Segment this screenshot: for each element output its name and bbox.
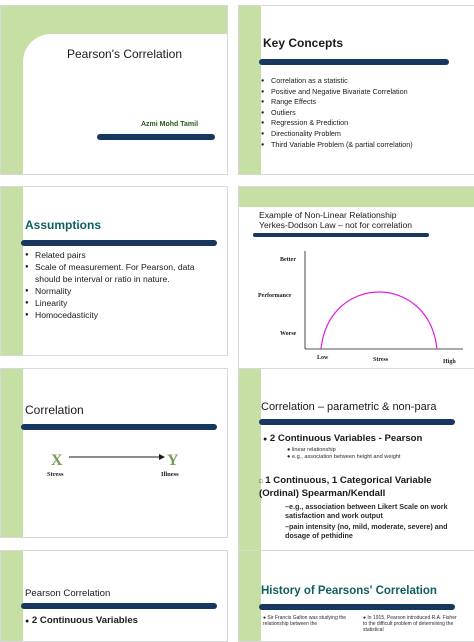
slide-assumptions[interactable] (0, 186, 228, 356)
slide-correlation[interactable] (0, 368, 228, 538)
bullet-dot: ● (25, 618, 30, 625)
history-column-left: ● Sir Francis Galton was studying the relationship between the (263, 615, 347, 627)
slide-heading-line1: Example of Non-Linear Relationship (259, 210, 397, 220)
slide-nonlinear-example[interactable] (238, 186, 474, 370)
key-concepts-list (261, 76, 467, 150)
pearson-bullet (25, 615, 138, 626)
history-column-right: ● In 1915, Pearson introduced R.A. Fisher to the difficult problem of determining the statistical (363, 615, 457, 633)
x-label-low: Low (317, 355, 329, 361)
x-variable-letter: X (51, 452, 63, 469)
x-label-high: High (443, 359, 456, 365)
slide-heading: History of Pearsons' Correlation (261, 585, 437, 597)
slide-heading-line2: Yerkes-Dodson Law – not for correlation (259, 220, 413, 230)
list-item: ● Regression & Prediction (261, 118, 467, 129)
slide-title-heading: Pearson's Correlation (67, 47, 183, 61)
x-label-stress: Stress (373, 357, 389, 363)
pearson-heading-text: 2 Continuous Variables - Pearson (269, 433, 423, 444)
list-item: ● Third Variable Problem (& partial correlation) (261, 140, 467, 151)
heading-divider (21, 424, 217, 430)
inverted-u-curve (321, 292, 437, 349)
pearson-heading (263, 433, 422, 444)
bullet-box: □ (259, 479, 263, 485)
title-divider (97, 134, 215, 140)
pearson-bullet-text: 2 Continuous Variables (31, 615, 138, 626)
list-item: ● Correlation as a statistic (261, 76, 467, 87)
slide-history[interactable] (238, 550, 474, 642)
heading-divider (259, 604, 455, 610)
list-item: ● Normality (25, 285, 221, 297)
stress-illness-diagram (1, 441, 227, 501)
list-item: ● Related pairs (25, 249, 221, 261)
list-item: ● Outliers (261, 108, 467, 119)
assumptions-list (25, 249, 221, 321)
history-column-left-text: Sir Francis Galton was studying the relationship between the (263, 615, 347, 627)
y-label-performance: Performance (258, 293, 292, 299)
author-name: Azmi Mohd Tamil (141, 121, 199, 128)
arrow-head (159, 454, 165, 460)
history-column-right-text: In 1915, Pearson introduced R.A. Fisher to the difficult problem of determining the statistical (363, 615, 457, 633)
y-variable-letter: Y (167, 452, 179, 469)
slide-title[interactable] (0, 5, 228, 175)
list-item: ● Linearity (25, 297, 221, 309)
spearman-heading (259, 475, 473, 500)
slide-heading: Correlation (25, 403, 84, 417)
list-item: ● Range Effects (261, 97, 467, 108)
bullet-dot: ● (263, 436, 268, 443)
y-variable-label: Illness (161, 471, 179, 478)
slide-key-concepts[interactable] (238, 5, 474, 175)
yerkes-dodson-graph (239, 233, 474, 369)
heading-divider (259, 59, 449, 65)
slide-pearson-correlation[interactable] (0, 550, 228, 642)
slide-heading: Pearson Correlation (25, 588, 111, 599)
sub-item: ● e.g., association between height and weight (287, 454, 401, 460)
heading-divider (21, 240, 217, 246)
slide-heading: Correlation – parametric & non-para (261, 401, 437, 413)
spearman-heading-text: 1 Continuous, 1 Categorical Variable (Ordinal) Spearman/Kendall (259, 475, 432, 499)
heading-divider (259, 419, 455, 425)
x-variable-label: Stress (47, 471, 64, 478)
sub-item: ● linear relationship (287, 447, 336, 453)
list-item: ● Scale of measurement. For Pearson, data should be interval or ratio in nature. (25, 261, 221, 285)
y-label-worse: Worse (280, 331, 297, 337)
example-likert: –e.g., association between Likert Scale on work satisfaction and work output (285, 502, 448, 520)
example-pain: –pain intensity (no, mild, moderate, severe) and dosage of pethidine (285, 522, 448, 540)
sub-item-text: e.g., association between height and weight (291, 454, 401, 460)
slide-heading: Assumptions (25, 218, 102, 232)
list-item: ● Positive and Negative Bivariate Correlation (261, 87, 467, 98)
sub-item-text: linear relationship (291, 447, 336, 453)
list-item: ● Homocedasticity (25, 309, 221, 321)
slide-heading: Key Concepts (263, 36, 344, 50)
heading-divider (21, 603, 217, 609)
y-label-better: Better (280, 257, 296, 263)
list-item: ● Directionality Problem (261, 129, 467, 140)
slide-parametric-nonpara[interactable] (238, 368, 474, 552)
